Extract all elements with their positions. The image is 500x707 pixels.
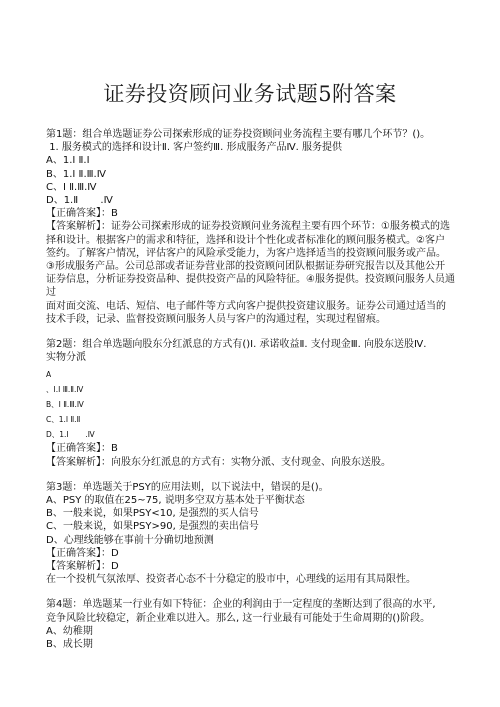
q2-option-c: C、1.Ⅰ Ⅱ.Ⅱ [46,415,81,425]
q1-option-a: A、1.Ⅰ Ⅱ.Ⅰ [46,155,90,167]
q4-option-b: B、成长期 [46,639,93,651]
q2-option-b: B、Ⅰ Ⅱ.Ⅲ.Ⅳ [46,400,84,410]
q1-explanation: 签约。了解客户情况，评估客户的风险承受能力，为客户选择适当的投资顾问服务或产品。 [46,247,446,259]
q2-option-d: D、1.Ⅰ .Ⅳ [46,430,95,440]
q2-line: 第2题：组合单选题向股东分红派息的方式有()Ⅰ. 承诺收益Ⅱ. 支付现金Ⅲ. 向股东送股Ⅳ. [46,339,427,351]
q1-explanation: 证券信息，分析证券投资品种、提供投资产品的风险特征。④服务提供。投资顾问服务人员通过 [46,274,455,299]
q3-explanation: 在一个投机气氛浓厚、投资者心态不十分稳定的股市中，心理线的运用有其局限性。 [46,574,416,586]
q2-option-a: 、Ⅰ.Ⅰ Ⅲ.Ⅱ.Ⅳ [46,385,84,395]
q1-line: 1. 服务模式的选择和设计Ⅱ. 客户签约Ⅲ. 形成服务产品Ⅳ. 服务提供 [46,142,343,154]
q1-explanation: 择和设计。根据客户的需求和特征，选择和设计个性化或者标准化的顾问服务模式。②客户 [46,234,445,246]
q1-explanation: 【答案解析】：证券公司探索形成的证券投资顾问业务流程主要有四个环节：①服务模式的选 [46,221,450,233]
question-list [46,128,456,663]
question-2 [46,338,456,469]
q2-option-a-label: A [46,370,52,380]
q2-explanation: 【答案解析】：向股东分红派息的方式有：实物分派、支付现金、向股东送股。 [46,456,391,468]
q1-explanation: 技术手段，记录、监督投资顾问服务人员与客户的沟通过程，实现过程留痕。 [46,313,386,325]
q1-option-d: D、1.Ⅱ .Ⅳ [46,195,113,207]
q1-option-c: C、Ⅰ Ⅱ.Ⅲ.Ⅳ [46,181,97,193]
question-1 [46,128,456,326]
question-4 [46,598,456,651]
q4-option-a: A、幼稚期 [46,625,93,637]
q3-answer: 【正确答案】：D [46,547,119,559]
q3-explanation: 【答案解析】：D [46,561,119,573]
q3-line: 第3题：单选题关于PSY的应用法则，以下说法中，错误的是()。 [46,481,329,493]
q4-line: 第4题：单选题某一行业有如下特征：企业的利润由于一定程度的垄断达到了很高的水平, [46,599,436,611]
q1-line: 第1题：组合单选题证券公司探索形成的证券投资顾问业务流程主要有哪几个环节？()。 [46,129,431,140]
q1-explanation: ③形成服务产品。公司总部或者证券营业部的投资顾问团队根据证券研究报告以及其他公开 [46,261,445,273]
question-3 [46,481,456,587]
q3-option-d: D、心理线能够在事前十分确切地预测 [46,534,214,546]
q1-option-b: B、1.Ⅰ Ⅱ.Ⅲ.Ⅳ [46,168,106,180]
q1-explanation: 面对面交流、电话、短信、电子邮件等方式向客户提供投资建议服务。证券公司通过适当的 [46,300,446,312]
q2-line: 实物分派 [46,352,86,364]
q3-option-a: A、PSY 的取值在25~75, 说明多空双方基本处于平衡状态 [46,495,305,507]
q3-option-b: B、一般来说，如果PSY<10, 是强烈的买人信号 [46,508,259,520]
page-title: 证券投资顾问业务试题5附答案 [103,82,397,106]
q3-option-c: C、一般来说，如果PSY>90, 是强烈的卖出信号 [46,521,259,533]
q4-line: 竞争风险比较稳定，新企业难以进入。那么, 这一行业最有可能处于生命周期的()阶段。 [46,612,431,624]
q1-answer: 【正确答案】：B [46,208,118,220]
q2-answer: 【正确答案】：B [46,443,118,455]
